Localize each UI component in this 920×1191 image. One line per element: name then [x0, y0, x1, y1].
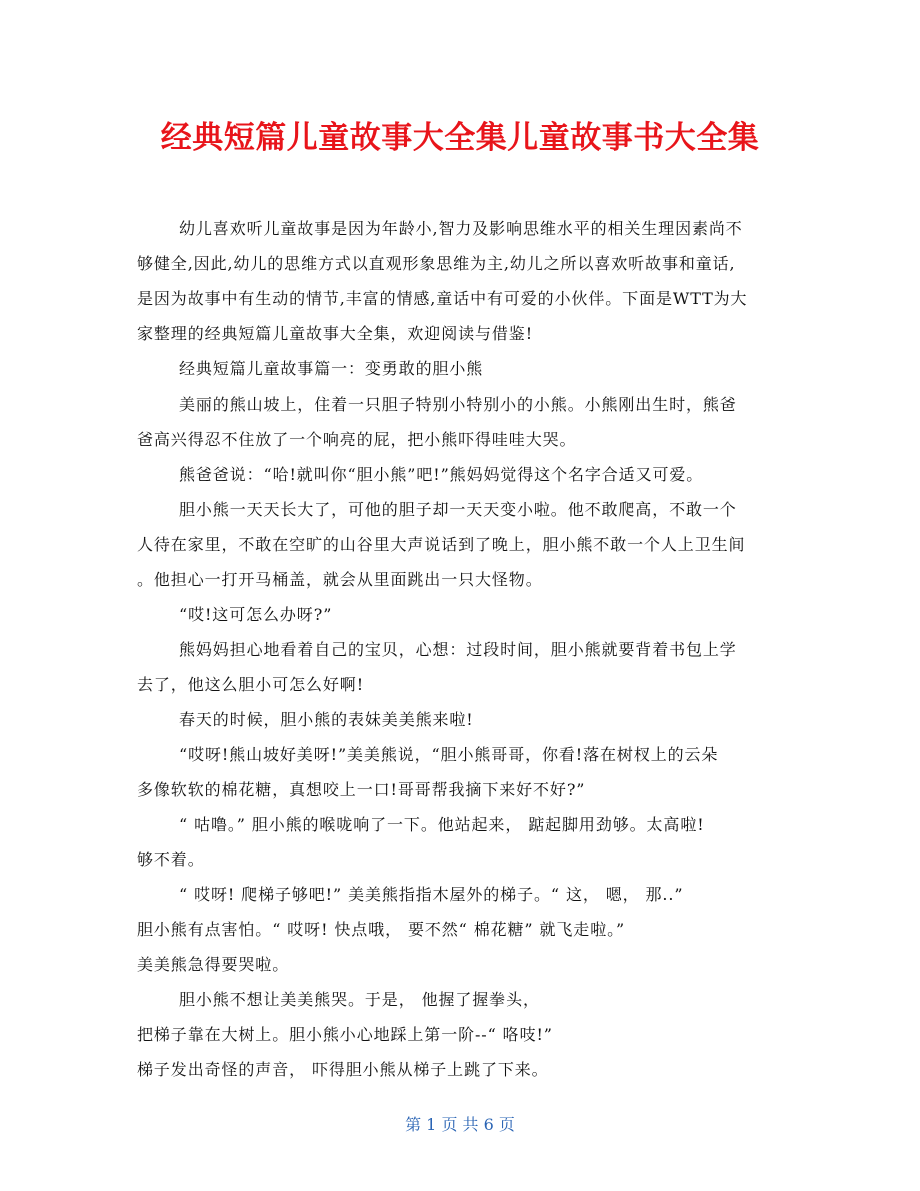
- paragraph-line: 幼儿喜欢听儿童故事是因为年龄小,智力及影响思维水平的相关生理因素尚不: [179, 219, 743, 238]
- paragraph-line: “哎呀!熊山坡好美呀!”美美熊说，“胆小熊哥哥，你看!落在树杈上的云朵: [179, 745, 719, 764]
- paragraph-line: 去了，他这么胆小可怎么好啊!: [137, 675, 365, 694]
- paragraph-line: “哎!这可怎么办呀?”: [179, 605, 333, 624]
- paragraph-line: 人待在家里，不敢在空旷的山谷里大声说话到了晚上，胆小熊不敢一个人上卫生间: [137, 535, 746, 554]
- paragraph-line: 熊爸爸说：“哈!就叫你“胆小熊”吧!”熊妈妈觉得这个名字合适又可爱。: [179, 465, 704, 484]
- page-number: 第 1 页 共 6 页: [405, 1115, 515, 1134]
- paragraph-line: 胆小熊有点害怕。“ 哎呀! 快点哦， 要不然“ 棉花糖” 就飞走啦。”: [137, 920, 626, 939]
- paragraph-line: 。他担心一打开马桶盖，就会从里面跳出一只大怪物。: [137, 570, 543, 589]
- paragraph-line: 够不着。: [137, 850, 205, 869]
- paragraph-line: 够健全,因此,幼儿的思维方式以直观形象思维为主,幼儿之所以喜欢听故事和童话,: [137, 254, 736, 273]
- paragraph-line: “ 哎呀! 爬梯子够吧!” 美美熊指指木屋外的梯子。“ 这， 嗯， 那..”: [179, 885, 684, 904]
- page-title: 经典短篇儿童故事大全集儿童故事书大全集: [160, 120, 760, 156]
- paragraph-line: 春天的时候，胆小熊的表妹美美熊来啦!: [179, 710, 474, 729]
- paragraph-line: 爸高兴得忍不住放了一个响亮的屁，把小熊吓得哇哇大哭。: [137, 430, 577, 449]
- paragraph-line: 梯子发出奇怪的声音， 吓得胆小熊从梯子上跳了下来。: [137, 1060, 549, 1079]
- paragraph-line: 美丽的熊山坡上，住着一只胆子特别小特别小的小熊。小熊刚出生时，熊爸: [179, 395, 737, 414]
- paragraph-line: 多像软软的棉花糖，真想咬上一口!哥哥帮我摘下来好不好?”: [137, 780, 586, 799]
- paragraph-line: “ 咕噜。” 胆小熊的喉咙响了一下。他站起来， 踮起脚用劲够。太高啦!: [179, 815, 705, 834]
- paragraph-line: 熊妈妈担心地看着自己的宝贝，心想：过段时间，胆小熊就要背着书包上学: [179, 640, 737, 659]
- paragraph-line: 胆小熊一天天长大了，可他的胆子却一天天变小啦。他不敢爬高，不敢一个: [179, 500, 737, 519]
- paragraph-line: 美美熊急得要哭啦。: [137, 955, 290, 974]
- paragraph-line: 家整理的经典短篇儿童故事大全集，欢迎阅读与借鉴!: [137, 324, 534, 343]
- paragraph-line: 胆小熊不想让美美熊哭。于是， 他握了握拳头，: [179, 990, 540, 1009]
- paragraph-line: 是因为故事中有生动的情节,丰富的情感,童话中有可爱的小伙伴。下面是WTT为大: [137, 289, 748, 308]
- section-heading: 经典短篇儿童故事篇一：变勇敢的胆小熊: [179, 359, 484, 378]
- paragraph-line: 把梯子靠在大树上。胆小熊小心地踩上第一阶--“ 咯吱!”: [137, 1025, 553, 1044]
